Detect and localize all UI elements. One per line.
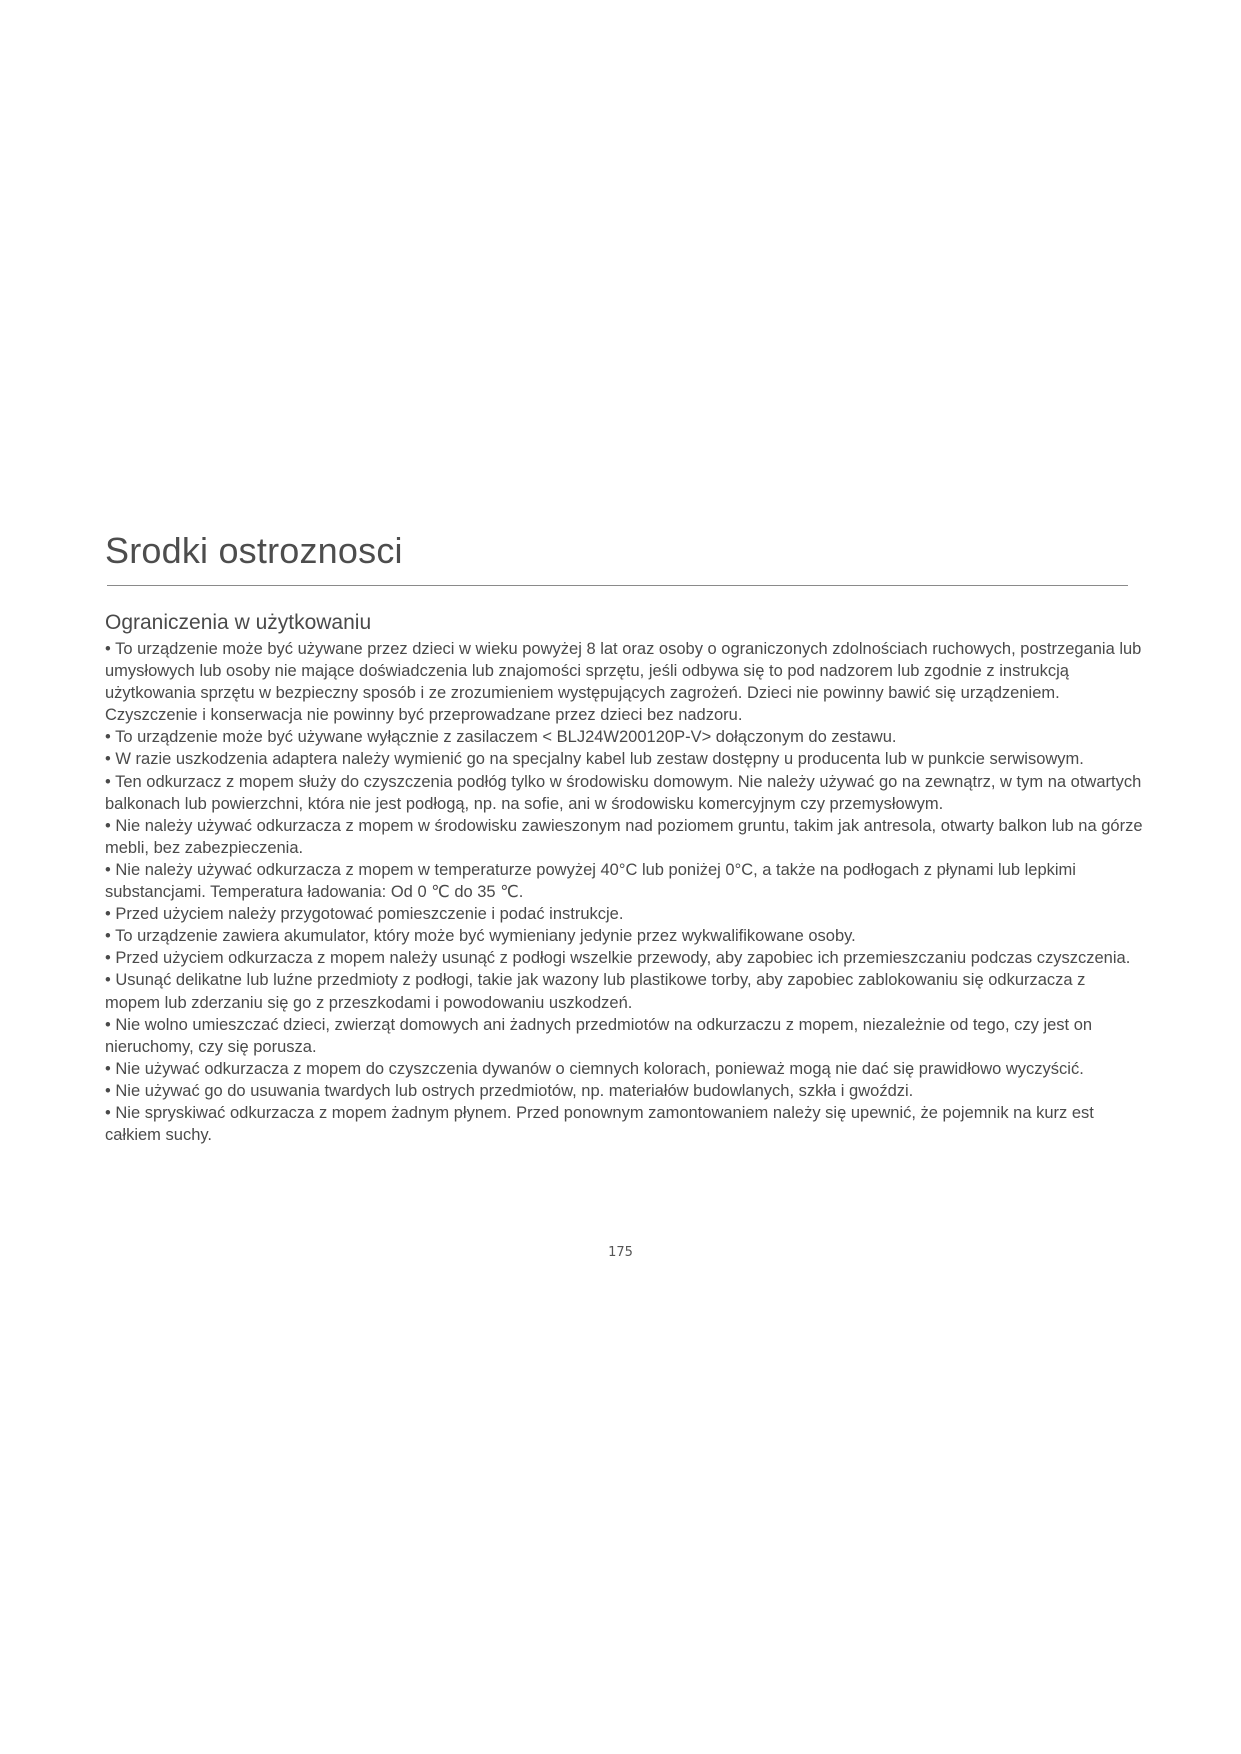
title-divider xyxy=(107,585,1128,586)
bullet-marker: • xyxy=(105,1103,111,1122)
list-item xyxy=(105,638,1145,726)
bullet-marker: • xyxy=(105,971,111,990)
list-item-text: Przed użyciem odkurzacza z mopem należy usunąć z podłogi wszelkie przewody, aby zapobiec ich przemieszczaniu podczas czyszczenia. xyxy=(115,949,1131,968)
list-item xyxy=(105,771,1145,815)
usage-restrictions-list xyxy=(105,638,1145,1146)
list-item-text: To urządzenie zawiera akumulator, który może być wymieniany jedynie przez wykwalifikowane osoby. xyxy=(115,927,856,946)
list-item xyxy=(105,1102,1145,1146)
bullet-marker: • xyxy=(105,1059,111,1078)
list-item xyxy=(105,859,1145,903)
section-heading: Ograniczenia w użytkowaniu xyxy=(105,611,372,634)
bullet-marker: • xyxy=(105,750,111,769)
list-item-text: Przed użyciem należy przygotować pomieszczenie i podać instrukcje. xyxy=(115,905,624,924)
page-content xyxy=(105,528,1145,1146)
bullet-marker: • xyxy=(105,772,111,791)
bullet-marker: • xyxy=(105,860,111,879)
list-item xyxy=(105,1058,1145,1080)
list-item xyxy=(105,969,1145,1013)
bullet-marker: • xyxy=(105,816,111,835)
bullet-marker: • xyxy=(105,949,111,968)
list-item-text: Nie spryskiwać odkurzacza z mopem żadnym płynem. Przed ponownym zamontowaniem należy się upewnić, że pojemnik na kurz est całkiem suchy. xyxy=(105,1103,1094,1145)
list-item-text: Nie należy używać odkurzacza z mopem w temperaturze powyżej 40°C lub poniżej 0°C, a także na podłogach z płynami lub lepkimi substancjami. Temperatura ładowania: Od 0 ℃ do 35 ℃. xyxy=(105,860,1076,902)
list-item xyxy=(105,815,1145,859)
list-item xyxy=(105,748,1145,770)
list-item-text: Nie wolno umieszczać dzieci, zwierząt domowych ani żadnych przedmiotów na odkurzaczu z mopem, niezależnie od tego, czy jest on nieruchomy, czy się porusza. xyxy=(105,1015,1093,1056)
list-item-text: To urządzenie może być używane wyłącznie z zasilaczem < BLJ24W200120P-V> dołączonym do zestawu. xyxy=(115,728,897,747)
bullet-marker: • xyxy=(105,1015,111,1034)
list-item xyxy=(105,726,1145,748)
list-item xyxy=(105,1014,1145,1058)
list-item-text: Ten odkurzacz z mopem służy do czyszczenia podłóg tylko w środowisku domowym. Nie należy używać go na zewnątrz, w tym na otwartych balkonach lub powierzchni, która nie jest podłogą, np. na sofie, ani w środowisku komercyjnym czy przemysłowym. xyxy=(105,772,1142,813)
list-item xyxy=(105,925,1145,947)
bullet-marker: • xyxy=(105,728,111,747)
list-item xyxy=(105,1080,1145,1102)
list-item-text: To urządzenie może być używane przez dzieci w wieku powyżej 8 lat oraz osoby o ograniczonych zdolnościach ruchowych, postrzegania lub umysłowych lub osoby nie mające doświadczenia lub znajomości sprzętu, jeśli odbywa się to pod nadzorem lub zgodnie z instrukcją użytkowania sprzętu w bezpieczny sposób i ze zrozumieniem występujących zagrożeń. Dzieci nie powinny bawić się urządzeniem. Czyszczenie i konserwacja nie powinny być przeprowadzane przez dzieci bez nadzoru. xyxy=(105,640,1142,725)
list-item xyxy=(105,947,1145,969)
list-item-text: W razie uszkodzenia adaptera należy wymienić go na specjalny kabel lub zestaw dostępny u producenta lub w punkcie serwisowym. xyxy=(115,750,1084,769)
bullet-marker: • xyxy=(105,927,111,946)
page-title: Srodki ostroznosci xyxy=(105,530,403,571)
bullet-marker: • xyxy=(105,1081,111,1100)
list-item xyxy=(105,903,1145,925)
bullet-marker: • xyxy=(105,905,111,924)
list-item-text: Nie należy używać odkurzacza z mopem w środowisku zawieszonym nad poziomem gruntu, takim jak antresola, otwarty balkon lub na górze mebli, bez zabezpieczenia. xyxy=(105,816,1143,857)
list-item-text: Nie używać odkurzacza z mopem do czyszczenia dywanów o ciemnych kolorach, ponieważ mogą nie dać się prawidłowo wyczyścić. xyxy=(115,1059,1084,1078)
list-item-text: Usunąć delikatne lub luźne przedmioty z podłogi, takie jak wazony lub plastikowe torby, aby zapobiec zablokowaniu się odkurzacza z mopem lub zderzaniu się go z przeszkodami i powodowaniu uszkodzeń. xyxy=(105,971,1086,1012)
bullet-marker: • xyxy=(105,640,111,658)
page-number: 175 xyxy=(608,1245,633,1260)
list-item-text: Nie używać go do usuwania twardych lub ostrych przedmiotów, np. materiałów budowlanych, szkła i gwoździ. xyxy=(115,1081,914,1100)
